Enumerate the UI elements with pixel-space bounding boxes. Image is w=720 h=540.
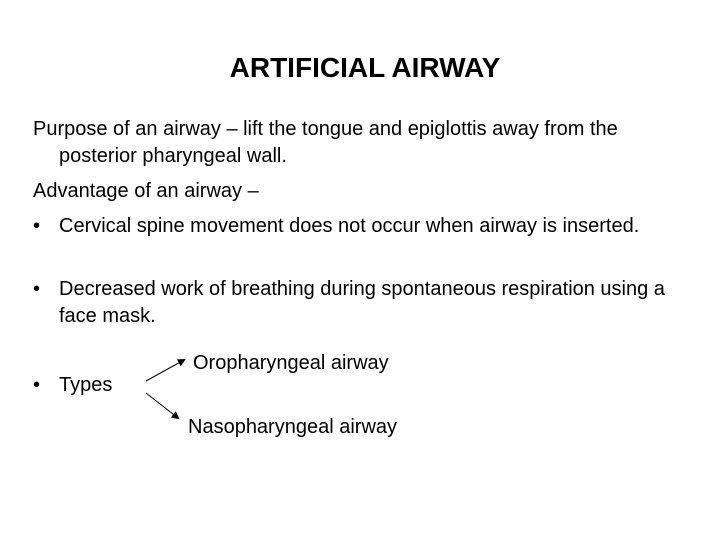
advantage-heading: Advantage of an airway –	[33, 180, 259, 202]
arrow-down-to-nasopharyngeal	[146, 393, 178, 418]
advantage-text-1: Cervical spine movement does not occur when airway is inserted.	[59, 215, 640, 237]
bullet-marker: •	[33, 215, 41, 237]
advantage-item-1	[33, 213, 673, 240]
types-item	[33, 372, 112, 399]
advantage-item-2	[33, 276, 673, 330]
slide-title: ARTIFICIAL AIRWAY	[229, 52, 501, 83]
type-nasopharyngeal: Nasopharyngeal airway	[188, 416, 398, 438]
purpose-text: Purpose of an airway – lift the tongue and epiglottis away from the posterior pharyngeal wall.	[33, 118, 618, 167]
types-label: Types	[59, 374, 113, 396]
bullet-marker: •	[33, 278, 41, 300]
arrow-up-to-oropharyngeal	[146, 360, 184, 381]
type-oropharyngeal: Oropharyngeal airway	[193, 352, 389, 374]
advantage-text-2: Decreased work of breathing during spontaneous respiration using a face mask.	[59, 278, 665, 327]
bullet-marker: •	[33, 374, 41, 396]
